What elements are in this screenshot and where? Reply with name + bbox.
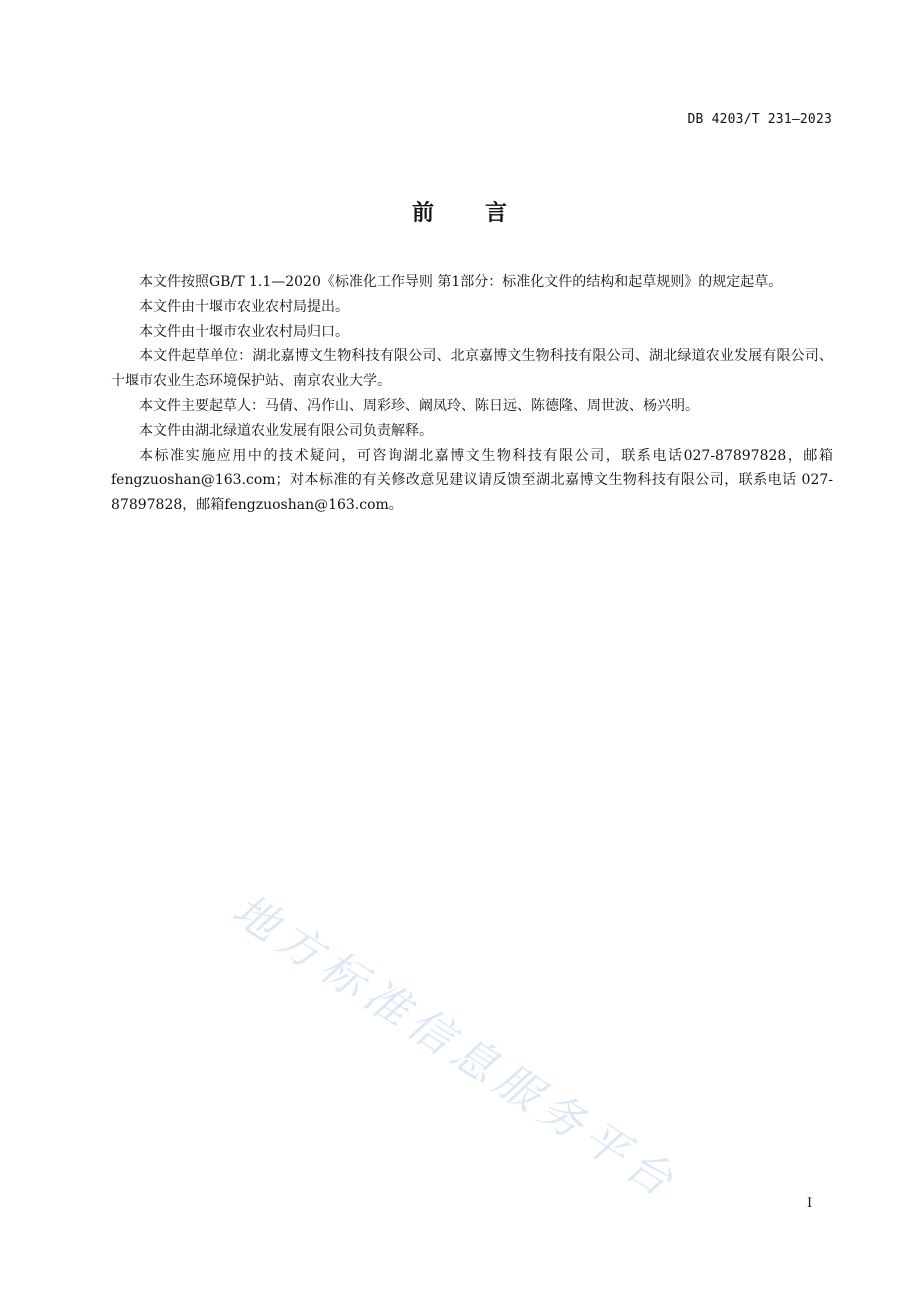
watermark: 地方标准信息服务平台 [223,884,688,1211]
document-code: DB 4203/T 231—2023 [687,112,832,127]
page-title [0,196,920,227]
foreword-body [111,270,833,518]
title-char-1: 前 [411,201,435,226]
paragraph-drafting-basis: 本文件按照GB/T 1.1—2020《标准化工作导则 第1部分：标准化文件的结构和起草规则》的规定起草。 [139,274,783,290]
paragraph-drafters: 本文件主要起草人：马倩、冯作山、周彩珍、阚凤玲、陈日远、陈德隆、周世波、杨兴明。 [139,397,699,414]
paragraph-administrator: 本文件由十堰市农业农村局归口。 [139,323,349,340]
paragraph-drafting-units: 本文件起草单位：湖北嘉博文生物科技有限公司、北京嘉博文生物科技有限公司、湖北绿道农业发展有限公司、十堰市农业生态环境保护站、南京农业大学。 [111,348,833,390]
paragraph-contact: 本标准实施应用中的技术疑问，可咨询湖北嘉博文生物科技有限公司，联系电话027-87897828，邮箱 fengzuoshan@163.com；对本标准的有关修改意见建议请反馈至湖北嘉博文生物科技有限公司，联系电话 027-87897828，邮箱fengzuoshan@163.com。 [111,447,833,514]
paragraph-proposer: 本文件由十堰市农业农村局提出。 [139,298,349,315]
paragraph-interpretation: 本文件由湖北绿道农业发展有限公司负责解释。 [139,422,433,439]
page-number: I [807,1196,813,1211]
title-char-2: 言 [485,201,509,226]
